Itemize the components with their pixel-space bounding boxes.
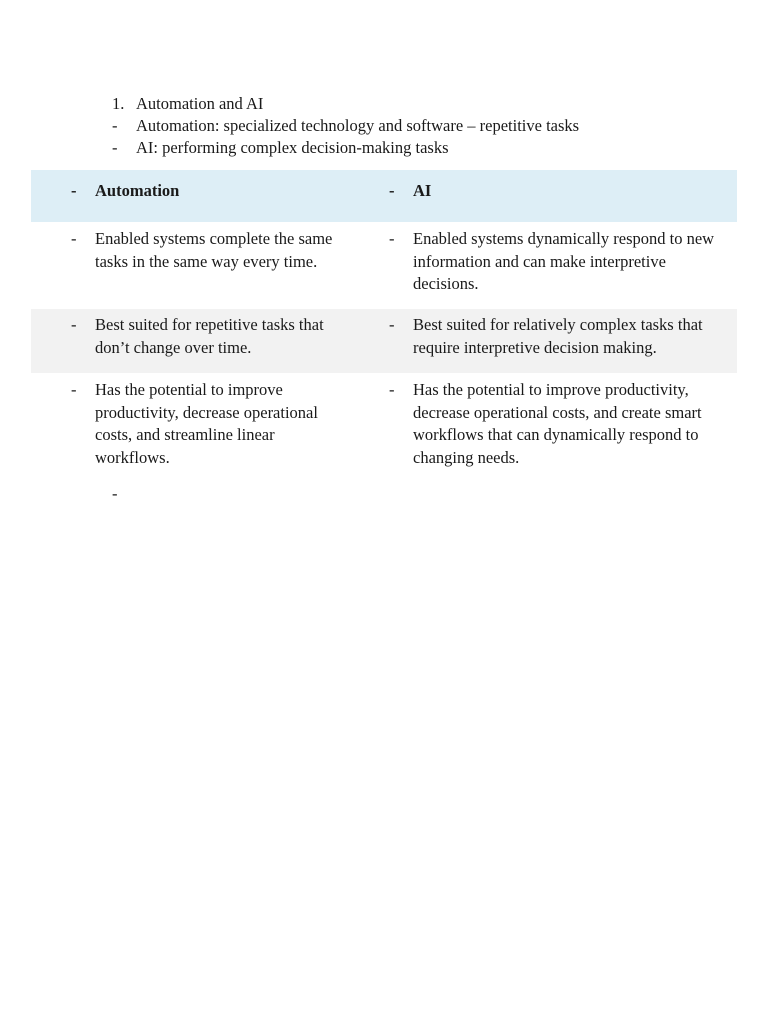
list-dash: - [112,116,118,135]
cell-text: Best suited for repetitive tasks that don’t change over time. [95,315,324,357]
table-row [31,309,737,373]
cell-dash: - [389,229,395,248]
trailing-list-dash: - [112,484,118,503]
list-number: 1. [112,94,125,113]
list-item [112,115,579,137]
cell-text: Has the potential to improve productivity, decrease operational costs, and streamline linear workflows. [95,380,318,467]
list-item-text: Automation: specialized technology and software – repetitive tasks [136,116,580,135]
cell-text: Has the potential to improve productivity, decrease operational costs, and create smart workflows that can dynamically respond to changing needs. [413,380,702,467]
table-cell [31,228,349,309]
header-cell-ai [349,180,737,222]
list-item-text: Automation and AI [136,94,264,113]
list-dash: - [112,138,118,157]
list-item [112,93,579,115]
table-row [31,222,737,309]
table-cell [349,228,737,309]
list-item-text: AI: performing complex decision-making tasks [136,138,449,157]
cell-dash: - [71,315,77,334]
cell-dash: - [389,380,395,399]
list-item [112,137,579,159]
cell-dash: - [71,380,77,399]
cell-text: Enabled systems complete the same tasks in the same way every time. [95,229,333,271]
table-cell [349,379,737,469]
table-header-row [31,170,737,222]
comparison-table [31,170,737,469]
cell-dash: - [71,229,77,248]
table-cell [349,314,737,373]
cell-text: Best suited for relatively complex tasks that require interpretive decision making. [413,315,703,357]
intro-list [112,93,579,159]
cell-dash: - [389,315,395,334]
table-cell [31,379,349,469]
table-row [31,373,737,469]
cell-dash: - [389,181,395,200]
cell-text: Enabled systems dynamically respond to new information and can make interpretive decisions. [413,229,715,293]
header-label: Automation [95,181,180,200]
header-cell-automation [31,180,349,222]
table-cell [31,314,349,373]
cell-dash: - [71,181,77,200]
header-label: AI [413,181,432,200]
